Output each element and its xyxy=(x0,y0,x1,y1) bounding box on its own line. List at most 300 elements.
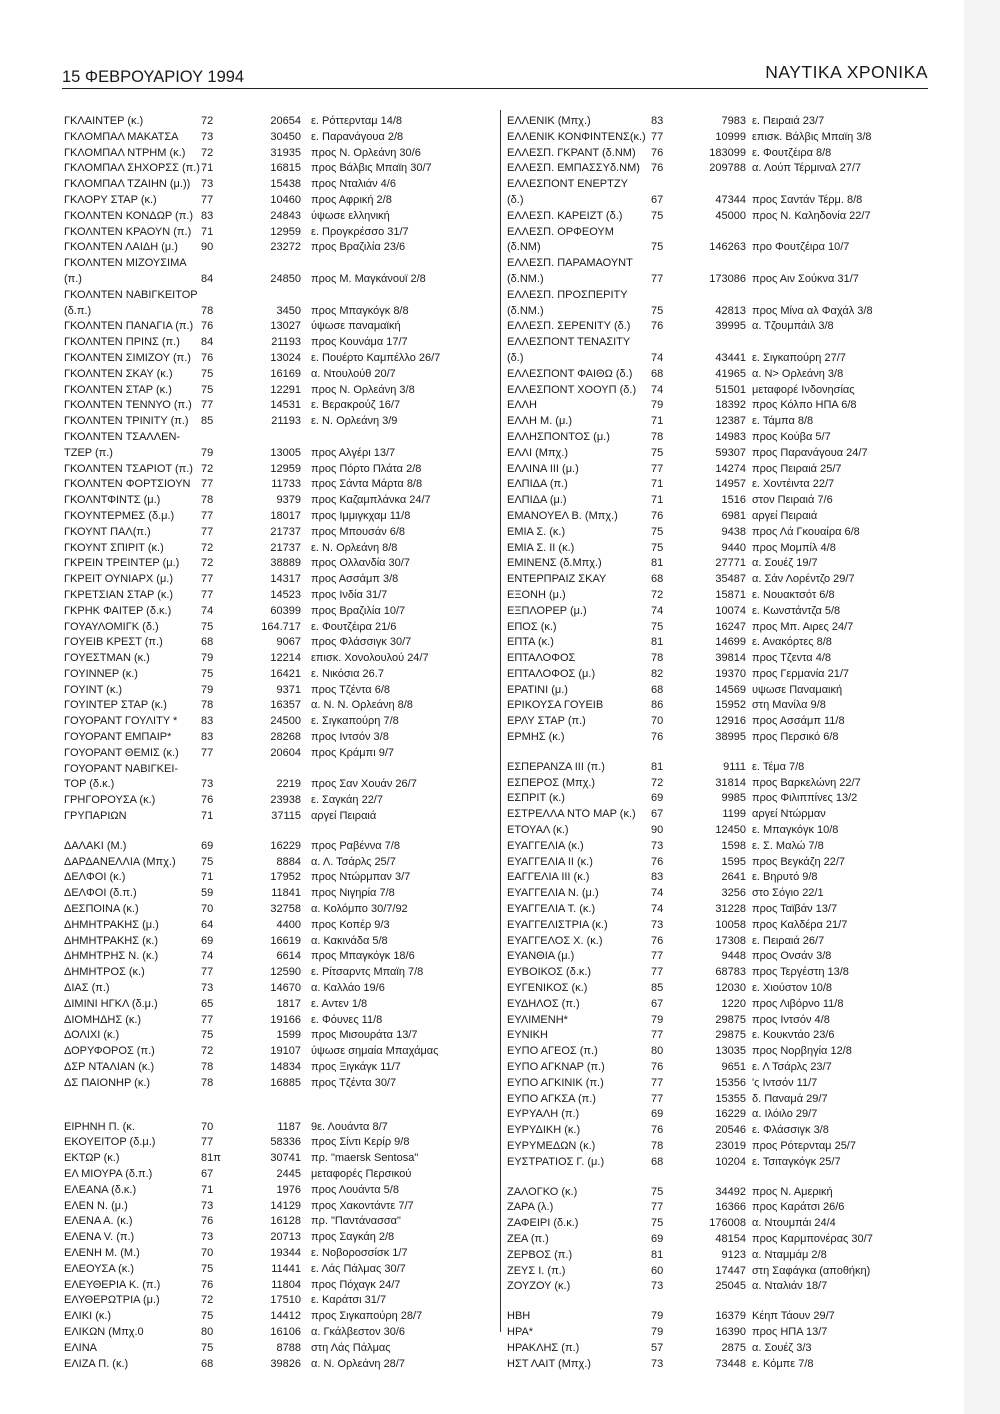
ship-row xyxy=(64,1325,484,1341)
ship-name: ΖΑΦΕΙΡΙ (δ.κ.) xyxy=(507,1217,579,1230)
tonnage: 15355 xyxy=(715,1092,746,1105)
ship-row xyxy=(64,997,484,1013)
ship-name: ΕΛΛΕΣΠΟΝΤ ΧΟΟΥΠ (δ.) xyxy=(507,383,637,396)
section-gap xyxy=(507,746,927,760)
ship-row xyxy=(64,683,484,699)
ship-name: ΕΛΛΕΣΠ. ΚΑΡΕΙΖΤ (δ.) xyxy=(507,209,623,222)
tonnage: 21737 xyxy=(270,525,301,538)
ship-status: ε. Πειραιά 23/7 xyxy=(752,115,825,127)
ship-status: ε. Καράτσι 31/7 xyxy=(311,1294,387,1307)
ship-name: ΕΥΠΟ ΑΓΚΣΑ (π.) xyxy=(507,1092,596,1105)
ship-row xyxy=(64,855,484,871)
build-year: 80 xyxy=(651,1045,664,1058)
tonnage: 20546 xyxy=(715,1124,746,1137)
ship-status: ε. Χιούστον 10/8 xyxy=(752,982,832,995)
ship-row xyxy=(507,1200,927,1216)
ship-row xyxy=(507,193,927,209)
ship-name: ΕΛΕΟΥΣΑ (κ.) xyxy=(64,1262,135,1275)
ship-row xyxy=(507,1013,927,1029)
tonnage: 68783 xyxy=(715,966,746,979)
ship-status: Κέηπ Τάουν 29/7 xyxy=(752,1310,835,1323)
build-year: 75 xyxy=(651,241,664,254)
scan-page-edge xyxy=(964,0,1000,1414)
ship-row xyxy=(64,902,484,918)
tonnage: 10058 xyxy=(715,918,746,931)
ship-status: ε. Ρίτσαρντς Μπαϊη 7/8 xyxy=(311,966,424,979)
ship-name: ΕΥΑΓΓΕΛΙΣΤΡΙΑ (κ.) xyxy=(507,918,608,931)
ship-row xyxy=(64,1013,484,1029)
ship-row xyxy=(64,620,484,636)
tonnage: 9111 xyxy=(723,760,746,773)
build-year: 69 xyxy=(651,792,664,805)
ship-row xyxy=(507,604,927,620)
tonnage: 37115 xyxy=(271,810,301,823)
ship-name: ΕΥΑΓΓΕΛΙΑ Τ. (κ.) xyxy=(507,903,596,916)
build-year: 72 xyxy=(201,557,214,570)
ship-name: ΕΜΑΝΟΥΕΛ Β. (Μπχ.) xyxy=(507,509,618,522)
tonnage: 14569 xyxy=(715,683,746,696)
ship-name: ΖΟΥΖΟΥ (κ.) xyxy=(507,1280,571,1293)
build-year: 69 xyxy=(651,1232,664,1245)
build-year: 68 xyxy=(201,636,214,649)
ship-row xyxy=(64,209,484,225)
ship-name: ΕΣΠΕΡΟΣ (Μπχ.) xyxy=(507,776,596,789)
ship-name: ΕΡΛΥ ΣΤΑΡ (π.) xyxy=(507,715,586,728)
ship-name: ΓΚΟΛΝΤΕΝ ΠΡΙΝΣ (π.) xyxy=(64,336,180,349)
build-year: 75 xyxy=(201,620,214,633)
build-year: 75 xyxy=(651,1185,664,1198)
build-year: 71 xyxy=(651,478,664,491)
ship-row xyxy=(64,588,484,604)
ship-status: α. Κακινάδα 5/8 xyxy=(311,934,388,947)
build-year: 73 xyxy=(651,1357,664,1370)
ship-row xyxy=(64,1230,484,1246)
ship-name: ΕΥΑΓΓΕΛΙΑ II (κ.) xyxy=(507,855,593,868)
tonnage: 16815 xyxy=(270,162,301,175)
tonnage: 12030 xyxy=(715,982,746,995)
ship-row xyxy=(64,114,484,130)
ship-row xyxy=(64,730,484,746)
ship-row xyxy=(507,1357,927,1373)
build-year: 83 xyxy=(201,715,214,728)
ship-status: ε. Νικόσια 26.7 xyxy=(311,667,384,680)
ship-status: ε. Τσιταγκόγκ 25/7 xyxy=(752,1155,841,1168)
tonnage: 4400 xyxy=(276,918,301,931)
ship-name: ΔΙΟΜΗΔΗΣ (κ.) xyxy=(64,1013,142,1026)
ship-status: προς Πόχαγκ 24/7 xyxy=(311,1278,401,1291)
ship-name: ΕΛ ΜΙΟΥΡΑ (δ.π.) xyxy=(64,1168,153,1180)
ship-row xyxy=(507,335,927,351)
build-year: 73 xyxy=(201,1231,214,1244)
tonnage: 31814 xyxy=(715,776,746,789)
ship-name: ΓΚΟΛΝΤΕΝ ΤΕΝΝΥΟ (π.) xyxy=(64,399,192,412)
ship-row xyxy=(64,1044,484,1060)
ship-status: α. Ν> Ορλεάνη 3/8 xyxy=(752,367,844,380)
ship-status: προς Ν. Αμερική xyxy=(752,1185,833,1198)
ship-row xyxy=(507,288,927,304)
ship-status: προς Κόλπο ΗΠΑ 6/8 xyxy=(752,399,857,412)
ship-status: ε. Αντεν 1/8 xyxy=(311,997,368,1010)
ship-row xyxy=(507,1092,927,1108)
tonnage: 17510 xyxy=(270,1294,301,1307)
ship-status: ε. Φλάσσιγκ 3/8 xyxy=(752,1124,829,1137)
ship-name: ΕΛΛΗΣΠΟΝΤΟΣ (μ.) xyxy=(507,430,610,443)
tonnage: 15356 xyxy=(715,1076,746,1089)
ship-name: ΔΕΛΦΟΙ (κ.) xyxy=(64,871,126,884)
ship-name: ΕΤΟΥΑΛ (κ.) xyxy=(507,824,569,837)
ship-name: ΖΑΡΑ (λ.) xyxy=(507,1201,554,1214)
ship-status: προς Κουνάμα 17/7 xyxy=(311,336,408,349)
ship-row xyxy=(507,509,927,525)
build-year: 79 xyxy=(651,1310,664,1323)
build-year: 69 xyxy=(201,839,214,852)
ship-name: ΕΙΡΗΝΗ Π. (κ. xyxy=(64,1120,135,1133)
build-year: 71 xyxy=(651,494,664,507)
ship-name: ΕΛΛΕΣΠ. ΟΡΦΕΟΥΜ xyxy=(507,225,614,238)
ship-row xyxy=(507,886,927,902)
build-year: 77 xyxy=(651,272,664,285)
tonnage: 21737 xyxy=(270,541,301,554)
tonnage: 9438 xyxy=(721,525,746,538)
tonnage: 164.717 xyxy=(261,620,301,633)
ship-name: ΓΚΟΛΝΤΕΝ ΤΡΙΝΙΤΥ (π.) xyxy=(64,415,189,428)
ship-row xyxy=(507,383,927,399)
ship-status: προς Ινδία 31/7 xyxy=(311,588,388,601)
ship-name: ΕΥΝΙΚΗ xyxy=(507,1029,548,1042)
ship-row xyxy=(507,240,927,256)
ship-status: προς Μ. Μαγκάνουϊ 2/8 xyxy=(311,272,426,285)
ship-row xyxy=(507,1044,927,1060)
ship-row xyxy=(64,1309,484,1325)
ship-name: ΕΥΔΗΛΟΣ (π.) xyxy=(507,997,580,1010)
ship-name: ΖΕΡΒΟΣ (π.) xyxy=(507,1248,573,1261)
build-year: 76 xyxy=(651,1061,664,1074)
ship-row xyxy=(507,1216,927,1232)
tonnage: 16128 xyxy=(270,1215,301,1228)
ship-status: προς Ολλανδία 30/7 xyxy=(311,557,410,570)
build-year: 72 xyxy=(201,1045,214,1058)
tonnage: 25045 xyxy=(715,1280,746,1293)
build-year: 79 xyxy=(201,652,214,665)
build-year: 77 xyxy=(201,525,214,538)
ship-name: ΕΞΟΝΗ (μ.) xyxy=(507,588,566,601)
ship-name: ΕΛΠΙΔΑ (π.) xyxy=(507,478,568,491)
ship-row xyxy=(507,1060,927,1076)
ship-status: ε. Φόυνες 11/8 xyxy=(311,1013,383,1026)
ship-name: ΕΛΛΙ (Μπχ.) xyxy=(507,446,569,459)
ship-name: ΕΛΕΝΑ Α. (κ.) xyxy=(64,1215,133,1228)
ship-name: ΕΚΟΥΕΙΤΟΡ (δ.μ.) xyxy=(64,1136,156,1149)
ship-name: (δ.ΝΜ.) xyxy=(507,304,544,317)
ship-status: ε. Πειραιά 26/7 xyxy=(752,934,825,947)
ship-row xyxy=(507,114,927,130)
ship-status: στον Πειραιά 7/6 xyxy=(752,494,833,507)
ship-row xyxy=(507,493,927,509)
ship-status: προς Ασσάμπ 3/8 xyxy=(311,573,399,586)
build-year: 57 xyxy=(651,1341,664,1354)
tonnage: 19344 xyxy=(270,1246,301,1259)
build-year: 83 xyxy=(651,115,664,127)
tonnage: 8884 xyxy=(276,855,301,868)
ship-status: προς Ντώρμπαν 3/7 xyxy=(311,871,411,884)
ship-name: ΓΚΟΛΝΤΕΝ ΚΡΑΟΥΝ (π.) xyxy=(64,225,192,238)
ship-row xyxy=(64,793,484,809)
ship-status: προς Φλάσσιγκ 30/7 xyxy=(311,636,412,649)
tonnage: 1598 xyxy=(721,839,746,852)
ship-row xyxy=(64,304,484,320)
build-year: 76 xyxy=(201,1215,214,1228)
tonnage: 9379 xyxy=(276,494,301,507)
ship-status: ε. Τάμπα 8/8 xyxy=(752,415,814,428)
ship-name: ΕΥΣΤΡΑΤΙΟΣ Γ. (μ.) xyxy=(507,1155,605,1168)
build-year: 76 xyxy=(201,351,214,364)
ship-name: ΕΥΠΟ ΑΓΕΟΣ (π.) xyxy=(507,1045,598,1058)
ship-status: προς Γερμανία 21/7 xyxy=(752,667,850,680)
build-year: 78 xyxy=(201,699,214,712)
build-year: 70 xyxy=(201,1120,214,1133)
ship-row xyxy=(507,839,927,855)
ship-status: ε. Κόμπε 7/8 xyxy=(752,1357,814,1370)
build-year: 73 xyxy=(201,130,214,143)
ship-status: προς Καρμπονέρας 30/7 xyxy=(752,1232,873,1245)
build-year: 69 xyxy=(201,934,214,947)
ship-status: α. Γκάλβεστον 30/6 xyxy=(311,1325,406,1338)
build-year: 83 xyxy=(201,731,214,744)
build-year: 73 xyxy=(651,839,664,852)
ship-status: ε. Προγκρέσσο 31/7 xyxy=(311,225,409,238)
build-year: 74 xyxy=(651,383,664,396)
ship-name: ΕΛΛΗ Μ. (μ.) xyxy=(507,415,573,428)
ship-status: προς Ονσάν 3/8 xyxy=(752,950,832,963)
ship-row xyxy=(64,777,484,793)
tonnage: 8788 xyxy=(276,1341,301,1354)
ship-name: ΕΛΛΕΣΠ. ΣΕΡΕΝΙΤΥ (δ.) xyxy=(507,320,631,333)
build-year: 74 xyxy=(651,604,664,617)
ship-status: ε. Ν. Ορλεάνη 8/8 xyxy=(311,541,398,554)
tonnage: 12291 xyxy=(270,383,301,396)
tonnage: 10204 xyxy=(715,1155,746,1168)
tonnage: 51501 xyxy=(715,383,746,396)
build-year: 76 xyxy=(201,794,214,807)
ship-row xyxy=(64,509,484,525)
ship-name: ΕΠΤΑΛΟΦΟΣ xyxy=(507,652,576,665)
build-year: 75 xyxy=(651,525,664,538)
ship-name: ΓΚΛΟΜΠΑΛ ΤΖΑΙΗΝ (μ.)) xyxy=(64,178,191,191)
right-column xyxy=(507,114,927,1372)
tonnage: 17952 xyxy=(270,871,301,884)
ship-row xyxy=(64,572,484,588)
tonnage: 47344 xyxy=(715,193,746,206)
build-year: 74 xyxy=(651,351,664,364)
tonnage: 19107 xyxy=(270,1045,301,1058)
ship-status: ύψωσε παναμαϊκή xyxy=(311,320,401,333)
build-year: 70 xyxy=(651,715,664,728)
ship-row xyxy=(507,1107,927,1123)
tonnage: 12959 xyxy=(270,225,301,238)
tonnage: 11841 xyxy=(271,887,301,900)
ship-row xyxy=(507,161,927,177)
ship-row xyxy=(507,367,927,383)
tonnage: 6981 xyxy=(721,509,746,522)
ship-row xyxy=(64,1183,484,1199)
tonnage: 39995 xyxy=(715,320,746,333)
build-year: 77 xyxy=(651,130,664,143)
build-year: 71 xyxy=(201,810,214,823)
tonnage: 23272 xyxy=(270,241,301,254)
ship-status: ε. Πουέρτο Καμπέλλο 26/7 xyxy=(311,351,441,364)
ship-row xyxy=(507,556,927,572)
build-year: 81 xyxy=(651,636,664,649)
build-year: 79 xyxy=(201,683,214,696)
ship-row xyxy=(507,477,927,493)
ship-status: προς Ν. Ορλεάνη 3/8 xyxy=(311,383,415,396)
ship-status: προς Τζέντα 6/8 xyxy=(311,683,390,696)
build-year: 59 xyxy=(201,887,214,900)
build-year: 75 xyxy=(201,383,214,396)
tonnage: 10074 xyxy=(715,604,746,617)
tonnage: 15438 xyxy=(270,178,301,191)
ship-name: ΓΚΡΕΙΤ ΟΥΝΙΑΡΧ (μ.) xyxy=(64,573,174,586)
tonnage: 1976 xyxy=(276,1183,301,1196)
ship-status: προς Λουάντα 5/8 xyxy=(311,1183,399,1196)
ship-row xyxy=(507,667,927,683)
ship-row xyxy=(507,1279,927,1295)
ship-name: ΓΚΛΟΜΠΑΛ ΜΑΚΑΤΣΑ xyxy=(64,130,179,143)
ship-name: ΕΛΛΕΝΙΚ ΚΟΝΦΙΝΤΕΝΣ(κ.) xyxy=(507,130,646,143)
ship-name: ΔΙΜΙΝΙ ΗΓΚΛ (δ.μ.) xyxy=(64,997,158,1010)
ship-row xyxy=(64,383,484,399)
build-year: 69 xyxy=(651,1108,664,1121)
ship-row xyxy=(64,177,484,193)
tonnage: 14523 xyxy=(270,588,301,601)
ship-row xyxy=(507,446,927,462)
ship-name: ΓΚΟΛΝΤΕΝ ΛΑΙΔΗ (μ.) xyxy=(64,241,178,254)
ship-status: προς Μπ. Αιρες 24/7 xyxy=(752,620,854,633)
tonnage: 15871 xyxy=(715,588,746,601)
ship-name: ΕΣΤΡΕΛΛΑ ΝΤΟ ΜΑΡ (κ.) xyxy=(507,808,636,821)
ship-name: ΖΕΥΣ Ι. (π.) xyxy=(507,1264,566,1277)
tonnage: 31935 xyxy=(270,146,301,159)
ship-status: α. Νταλιάν 18/7 xyxy=(752,1280,828,1293)
tonnage: 60399 xyxy=(270,604,301,617)
tonnage: 16106 xyxy=(270,1325,301,1338)
ship-status: προς Μπαγκόγκ 8/8 xyxy=(311,304,409,317)
ship-name: ΓΚΟΛΝΤΕΝ ΣΤΑΡ (κ.) xyxy=(64,383,172,396)
tonnage: 1199 xyxy=(722,808,746,821)
ship-name: ΕΡΙΚΟΥΣΑ ΓΟΥΕΙΒ xyxy=(507,699,604,712)
build-year: 65 xyxy=(201,997,214,1010)
build-year: 77 xyxy=(201,1013,214,1026)
build-year: 67 xyxy=(201,1168,214,1180)
ship-status: ε. Λ Τσάρλς 23/7 xyxy=(752,1061,832,1074)
build-year: 77 xyxy=(201,1136,214,1149)
ship-name: ΕΛΕΝ Ν. (μ.) xyxy=(64,1199,128,1212)
ship-status: προς Σίντι Κερίρ 9/8 xyxy=(311,1136,410,1149)
ship-row xyxy=(64,604,484,620)
ship-name: ΓΚΟΛΝΤΦΙΝΤΣ (μ.) xyxy=(64,494,161,507)
ship-status: ε. Φουτζέιρα 21/6 xyxy=(311,620,397,633)
tonnage: 23019 xyxy=(715,1140,746,1152)
tonnage: 34492 xyxy=(715,1185,746,1198)
ship-status: ε. Σ. Μαλώ 7/8 xyxy=(752,839,824,852)
tonnage: 32758 xyxy=(270,903,301,916)
build-year: 81 xyxy=(651,557,664,570)
ship-name: ΗΡΑΚΛΗΣ (π.) xyxy=(507,1341,580,1354)
build-year: 82 xyxy=(651,667,664,680)
ship-name: ΓΚΟΛΝΤΕΝ ΦΟΡΤΣΙΟΥΝ xyxy=(64,478,191,491)
tonnage: 16885 xyxy=(270,1076,301,1089)
build-year: 75 xyxy=(651,1217,664,1230)
tonnage: 48154 xyxy=(715,1232,746,1245)
ship-status: α. Σουέζ 3/3 xyxy=(752,1341,812,1354)
ship-name: ΓΚΡΕΤΣΙΑΝ ΣΤΑΡ (κ.) xyxy=(64,588,174,601)
ship-status: ε. Παρανάγουα 2/8 xyxy=(311,130,404,143)
ship-status: προς Μπουσάν 6/8 xyxy=(311,525,406,538)
ship-row xyxy=(507,462,927,478)
ship-name: ΕΡΑΤΙΝΙ (μ.) xyxy=(507,683,568,696)
ship-name: ΕΛΙΖΑ Π. (κ.) xyxy=(64,1357,129,1370)
build-year: 85 xyxy=(651,982,664,995)
ship-status: προς Ιντσόν 4/8 xyxy=(752,1013,830,1026)
ship-row xyxy=(507,572,927,588)
ship-row xyxy=(64,193,484,209)
ship-status: 9ε. Λουάντα 8/7 xyxy=(311,1120,388,1133)
ship-name: ΕΡΜΗΣ (κ.) xyxy=(507,731,565,744)
tonnage: 13005 xyxy=(270,446,301,459)
ship-status: προς Νιγηρία 7/8 xyxy=(311,887,395,900)
left-column xyxy=(64,114,484,1372)
ship-row xyxy=(64,714,484,730)
ship-status: προς Καράτσι 26/6 xyxy=(752,1201,845,1214)
tonnage: 9651 xyxy=(721,1061,746,1074)
ship-status: α. Ν. Ορλεάνη 28/7 xyxy=(311,1357,405,1370)
ship-status: α. Νταμμάμ 2/8 xyxy=(752,1248,827,1261)
ship-status: ε. Βηρυτό 9/8 xyxy=(752,871,818,884)
ship-status: ε. Κωνστάντζα 5/8 xyxy=(752,604,841,617)
ship-name: ΕΛΙΚΩΝ (Μπχ.0 xyxy=(64,1325,144,1338)
build-year: 72 xyxy=(201,146,214,159)
ship-status: πρ. "Παντάνασσα" xyxy=(311,1215,401,1228)
ship-name: ΔΗΜΗΤΡΑΚΗΣ (μ.) xyxy=(64,918,159,931)
ship-row xyxy=(64,1060,484,1076)
ship-status: προς Λιβόρνο 11/8 xyxy=(752,997,844,1010)
ship-name: ΓΚΟΛΝΤΕΝ ΣΙΜΙΖΟΥ (π.) xyxy=(64,351,191,364)
ship-row xyxy=(507,430,927,446)
ship-row xyxy=(64,918,484,934)
ship-row xyxy=(64,525,484,541)
ship-status: προς Βραζιλία 23/6 xyxy=(311,241,406,254)
ship-status: α. Σουέζ 19/7 xyxy=(752,557,818,570)
ship-name: (δ.) xyxy=(507,351,524,364)
build-year: 86 xyxy=(651,699,664,712)
tonnage: 11733 xyxy=(271,478,301,491)
ship-name: ΕΛΕΥΘΕΡΙΑ Κ. (π.) xyxy=(64,1278,161,1291)
build-year: 74 xyxy=(201,604,214,617)
ship-row xyxy=(64,1341,484,1357)
ship-name: ΕΛΛΕΣΠΟΝΤ ΤΕΝΑΣΙΤΥ xyxy=(507,336,631,349)
ship-row xyxy=(507,855,927,871)
ship-name: ΕΥΠΟ ΑΓΚΙΝΙΚ (π.) xyxy=(507,1076,604,1089)
ship-name: (π.) xyxy=(64,272,82,285)
ship-name: ΓΚΛΟΜΠΑΛ ΣΗΧΟΡΣΣ (π.) xyxy=(64,162,200,175)
ship-name: ΤΟΡ (δ.κ.) xyxy=(64,778,115,791)
build-year: 72 xyxy=(651,588,664,601)
ship-row xyxy=(507,823,927,839)
tonnage: 21193 xyxy=(271,336,301,349)
ship-name: ΔΕΛΦΟΙ (δ.π.) xyxy=(64,887,137,900)
ship-name: ΕΜΙΝΕΝΣ (δ.Μπχ.) xyxy=(507,557,602,570)
ship-row xyxy=(507,1248,927,1264)
